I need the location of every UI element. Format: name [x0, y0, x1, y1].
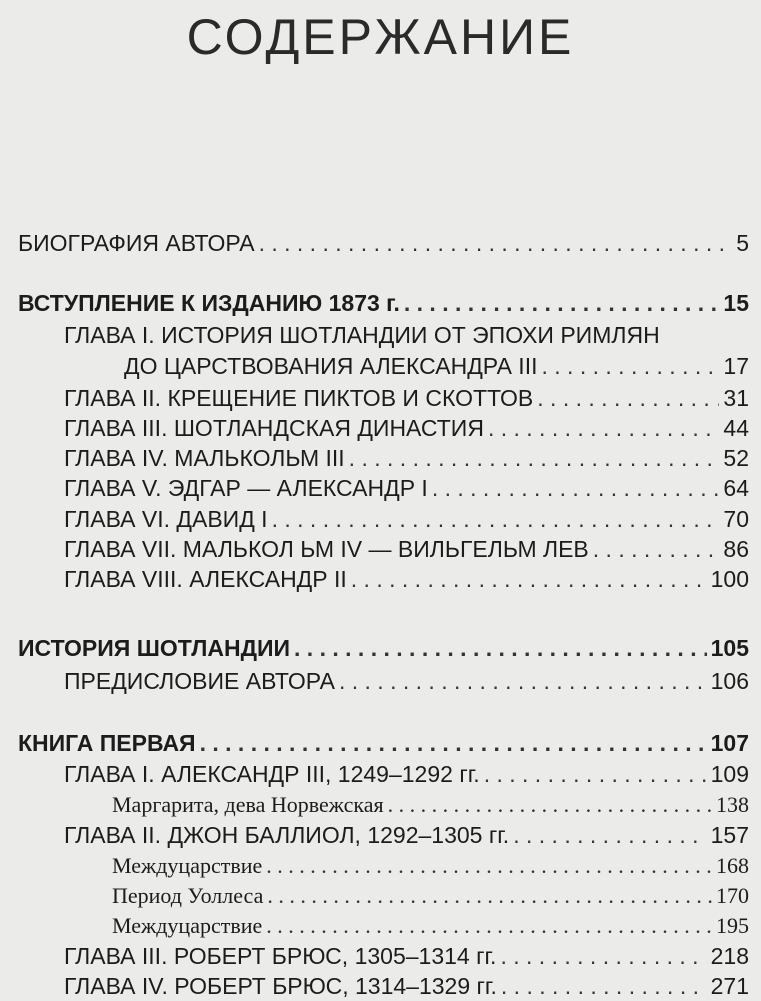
- toc-entry-page: 168: [716, 853, 749, 878]
- toc-entry-page: 109: [710, 761, 749, 787]
- toc-entry-title: Период Уоллеса: [112, 883, 264, 908]
- toc-entry[interactable]: [18, 633, 749, 663]
- dot-leader: [537, 383, 719, 413]
- toc-entry-title: ДО ЦАРСТВОВАНИЯ АЛЕКСАНДРА III: [124, 353, 538, 379]
- toc-entry-title: ГЛАВА VI. ДАВИД I: [64, 506, 268, 532]
- toc-entry-title: ГЛАВА III. РОБЕРТ БРЮС, 1305–1314 гг.: [64, 943, 497, 969]
- toc-entry-title: ГЛАВА II. КРЕЩЕНИЕ ПИКТОВ И СКОТТОВ: [64, 385, 534, 411]
- dot-leader: [488, 413, 719, 443]
- toc-entry-page: 52: [723, 445, 749, 471]
- dot-leader: [388, 790, 712, 820]
- toc-entry[interactable]: [64, 759, 749, 789]
- toc-entry-page: 195: [716, 913, 749, 938]
- toc-entry-title: ИСТОРИЯ ШОТЛАНДИИ: [18, 635, 291, 661]
- toc-entry-title: Маргарита, дева Норвежская: [112, 792, 384, 817]
- dot-leader: [500, 941, 706, 971]
- dot-leader: [513, 820, 706, 850]
- toc-entry-title: ГЛАВА II. ДЖОН БАЛЛИОЛ, 1292–1305 гг.: [64, 822, 510, 848]
- toc-entry[interactable]: [64, 941, 749, 971]
- toc-entry-page: 105: [710, 635, 749, 661]
- dot-leader: [501, 971, 707, 1001]
- dot-leader: [339, 666, 707, 696]
- toc-entry[interactable]: [64, 534, 749, 564]
- toc-entry-title: Междуцарствие: [112, 913, 263, 938]
- toc-entry-title: ГЛАВА IV. РОБЕРТ БРЮС, 1314–1329 гг.: [64, 973, 497, 999]
- dot-leader: [351, 564, 707, 594]
- dot-leader: [200, 728, 707, 758]
- toc-entry[interactable]: [18, 728, 749, 758]
- toc-entry[interactable]: [112, 881, 749, 911]
- dot-leader: [272, 504, 720, 534]
- toc-entry-page: 107: [710, 730, 749, 756]
- dot-leader: [484, 759, 707, 789]
- page-title: СОДЕРЖАНИЕ: [186, 9, 575, 65]
- dot-leader: [259, 228, 733, 258]
- toc-entry-title: ГЛАВА IV. МАЛЬКОЛЬМ III: [64, 445, 345, 471]
- toc-entry[interactable]: [112, 911, 749, 941]
- toc-entry-page: 17: [723, 353, 749, 379]
- dot-leader: [593, 534, 720, 564]
- toc-entry-title: Междуцарствие: [112, 853, 263, 878]
- toc-entry-page: 271: [710, 973, 749, 999]
- toc-entry-page: 86: [723, 536, 749, 562]
- toc-entry-page: 64: [723, 475, 749, 501]
- toc-entry-page: 218: [710, 943, 749, 969]
- toc-entry-title: БИОГРАФИЯ АВТОРА: [18, 230, 255, 256]
- toc-entry-title: ПРЕДИСЛОВИЕ АВТОРА: [64, 668, 335, 694]
- toc-entry[interactable]: [18, 228, 749, 258]
- toc-entry[interactable]: [112, 790, 749, 820]
- toc-entry-title: ГЛАВА VII. МАЛЬКОЛ ЬМ IV — ВИЛЬГЕЛЬМ ЛЕВ: [64, 536, 589, 562]
- dot-leader: [294, 633, 707, 663]
- toc-entry-page: 106: [710, 668, 749, 694]
- toc-entry[interactable]: [64, 443, 749, 473]
- toc-entry[interactable]: [64, 383, 749, 413]
- dot-leader: [541, 351, 719, 381]
- toc-entry-page: 70: [723, 506, 749, 532]
- toc-entry-title-line1: ГЛАВА I. ИСТОРИЯ ШОТЛАНДИИ ОТ ЭПОХИ РИМЛЯН: [64, 322, 660, 348]
- toc-entry[interactable]: [64, 971, 749, 1001]
- toc-entry-title: ГЛАВА III. ШОТЛАНДСКАЯ ДИНАСТИЯ: [64, 415, 484, 441]
- dot-leader: [349, 443, 720, 473]
- toc-entry-page: 138: [716, 792, 749, 817]
- dot-leader: [266, 911, 712, 941]
- toc-entry-page: 157: [710, 822, 749, 848]
- toc-entry[interactable]: [64, 666, 749, 696]
- toc-entry-title: ВСТУПЛЕНИЕ К ИЗДАНИЮ 1873 г.: [18, 290, 400, 316]
- toc-entry[interactable]: [18, 288, 749, 318]
- toc-entry[interactable]: [64, 820, 749, 850]
- toc-entry-page: 31: [723, 385, 749, 411]
- toc-entry-page: 170: [716, 883, 749, 908]
- dot-leader: [266, 851, 712, 881]
- toc-entry[interactable]: [124, 351, 749, 381]
- toc-entry[interactable]: [64, 473, 749, 503]
- toc-entry-page: 100: [710, 566, 749, 592]
- toc-entry[interactable]: [64, 504, 749, 534]
- toc-entry-page: 15: [723, 290, 749, 316]
- toc-entry-title: ГЛАВА V. ЭДГАР — АЛЕКСАНДР I: [64, 475, 428, 501]
- toc-entry-page: 44: [723, 415, 749, 441]
- toc-entry[interactable]: [64, 413, 749, 443]
- dot-leader: [432, 473, 720, 503]
- toc-entry-title: КНИГА ПЕРВАЯ: [18, 730, 196, 756]
- toc-entry[interactable]: [112, 851, 749, 881]
- dot-leader: [404, 288, 720, 318]
- dot-leader: [267, 881, 712, 911]
- toc-entry[interactable]: [64, 564, 749, 594]
- toc-entry-title: ГЛАВА I. АЛЕКСАНДР III, 1249–1292 гг.: [64, 761, 480, 787]
- toc-entry-page: 5: [736, 230, 749, 256]
- toc-entry-title: ГЛАВА VIII. АЛЕКСАНДР II: [64, 566, 347, 592]
